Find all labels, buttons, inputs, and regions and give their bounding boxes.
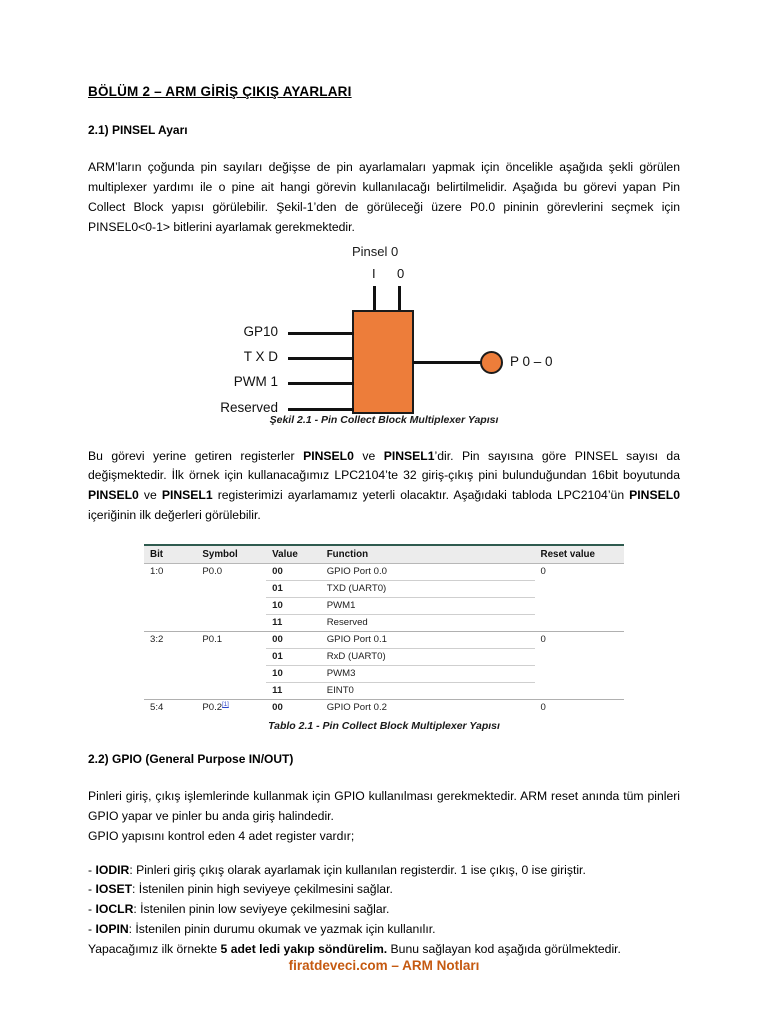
output-label-p00: P 0 – 0	[510, 353, 553, 369]
column-header-reset-value: Reset value	[535, 545, 624, 564]
column-header-function: Function	[321, 545, 535, 564]
table-header-row	[144, 545, 624, 564]
cell-reset-value	[535, 682, 624, 699]
output-line	[413, 361, 485, 364]
closing-bold: 5 adet ledi yakıp söndürelim.	[220, 941, 388, 956]
cell-bit	[144, 648, 196, 665]
select-bit-label-0: 0	[397, 265, 405, 281]
par2-seg2: ve	[353, 448, 384, 463]
cell-reset-value: 0	[535, 699, 624, 716]
register-description: : Pinleri giriş çıkış olarak ayarlamak için kullanılan registerdir. 1 ise çıkış, 0 ise giriştir.	[129, 862, 586, 877]
table-row	[144, 563, 624, 580]
register-list	[88, 861, 680, 940]
multiplexer-box	[352, 310, 414, 414]
column-header-symbol: Symbol	[196, 545, 266, 564]
select-bit-label-1: I	[372, 265, 376, 281]
register-name: IOSET	[95, 882, 133, 897]
cell-function: EINT0	[321, 682, 535, 699]
list-bullet: -	[88, 862, 96, 877]
register-description: : İstenilen pinin durumu okumak ve yazmak için kullanılır.	[128, 921, 436, 936]
cell-symbol	[196, 682, 266, 699]
cell-bit	[144, 580, 196, 597]
cell-reset-value	[535, 597, 624, 614]
input-label-reserved: Reserved	[220, 399, 278, 415]
cell-bit	[144, 665, 196, 682]
cell-bit: 5:4	[144, 699, 196, 716]
par2-bold-pinsel0-b: PINSEL0	[88, 488, 139, 503]
cell-function: GPIO Port 0.1	[321, 631, 535, 648]
register-name: IODIR	[95, 862, 130, 877]
select-line-1	[373, 286, 376, 311]
figure-caption: Şekil 2.1 - Pin Collect Block Multiplexer Yapısı	[269, 413, 499, 426]
table-body	[144, 563, 624, 716]
list-item	[88, 880, 680, 900]
closing-seg2: Bunu sağlayan kod aşağıda görülmektedir.	[387, 941, 621, 956]
cell-function: GPIO Port 0.0	[321, 563, 535, 580]
cell-symbol	[196, 648, 266, 665]
table-caption: Tablo 2.1 - Pin Collect Block Multiplexer Yapısı	[268, 719, 500, 732]
cell-function: TXD (UART0)	[321, 580, 535, 597]
list-bullet: -	[88, 921, 96, 936]
table-row	[144, 614, 624, 631]
cell-symbol	[196, 597, 266, 614]
cell-function: RxD (UART0)	[321, 648, 535, 665]
list-item	[88, 900, 680, 920]
input-label-pwm1: PWM 1	[233, 373, 278, 389]
par2-bold-pinsel0-a: PINSEL0	[303, 448, 354, 463]
input-line-reserved	[288, 408, 354, 411]
par2-seg4: ve	[138, 488, 162, 503]
cell-function: GPIO Port 0.2	[321, 699, 535, 716]
closing-seg1: Yapacağımız ilk örnekte	[88, 941, 221, 956]
table-row	[144, 699, 624, 716]
cell-bit	[144, 682, 196, 699]
input-line-txd	[288, 357, 354, 360]
cell-value: 00	[266, 631, 321, 648]
cell-value: 10	[266, 597, 321, 614]
figure-title-pinsel0: Pinsel 0	[352, 243, 399, 259]
cell-value: 11	[266, 614, 321, 631]
list-item	[88, 861, 680, 881]
gpio-paragraph-2: GPIO yapısını kontrol eden 4 adet register vardır;	[88, 828, 355, 843]
cell-value: 00	[266, 699, 321, 716]
register-description: : İstenilen pinin high seviyeye çekilmesini sağlar.	[132, 882, 393, 897]
cell-bit	[144, 597, 196, 614]
cell-value: 00	[266, 563, 321, 580]
select-line-0	[398, 286, 401, 311]
column-header-bit: Bit	[144, 545, 196, 564]
list-item	[88, 920, 680, 940]
par2-seg6: içeriğinin ilk değerleri görülebilir.	[88, 507, 261, 522]
cell-reset-value	[535, 614, 624, 631]
par2-bold-pinsel1-b: PINSEL1	[161, 488, 213, 503]
input-label-gp10: GP10	[243, 323, 278, 339]
section-heading-2-1: 2.1) PINSEL Ayarı	[88, 122, 188, 137]
section-heading-2-2: 2.2) GPIO (General Purpose IN/OUT)	[88, 751, 294, 766]
closing-paragraph	[88, 940, 680, 960]
register-name: IOPIN	[95, 921, 129, 936]
page-footer: firatdeveci.com – ARM Notları	[288, 958, 480, 973]
table-row	[144, 580, 624, 597]
input-line-pwm1	[288, 382, 354, 385]
cell-reset-value	[535, 580, 624, 597]
register-name: IOCLR	[95, 902, 134, 917]
paragraph-after-figure	[88, 447, 680, 526]
cell-value: 10	[266, 665, 321, 682]
cell-symbol: P0.2[1]	[196, 699, 266, 716]
table-row	[144, 665, 624, 682]
cell-reset-value	[535, 665, 624, 682]
gpio-paragraph-1: Pinleri giriş, çıkış işlemlerinde kullanmak için GPIO kullanılması gerekmektedir. ARM reset anında tüm pinleri GPIO yapar ve pinler bu anda giriş halindedir.	[88, 789, 680, 824]
cell-symbol	[196, 580, 266, 597]
cell-reset-value: 0	[535, 563, 624, 580]
cell-bit: 3:2	[144, 631, 196, 648]
column-header-value: Value	[266, 545, 321, 564]
cell-value: 01	[266, 648, 321, 665]
cell-reset-value: 0	[535, 631, 624, 648]
table-row	[144, 648, 624, 665]
cell-symbol	[196, 614, 266, 631]
footnote-marker[interactable]: [1]	[222, 702, 229, 709]
list-bullet: -	[88, 902, 96, 917]
par2-seg3: ’dir. Pin sayısına göre PINSEL sayısı da değişmektedir. İlk örnek için kullanacağımız LPC2104’te 32 giriş-çıkış pini bulunduğundan 16bit boyutunda	[88, 448, 680, 483]
intro-paragraph: ARM’ların çoğunda pin sayıları değişse de pin ayarlamaları yapmak için öncelikle aşağıda şekli görülen multiplexer yardımı ile o pine ait hangi görevin kullanılacağı belirtilmelidir. Aşağıda bu görevi yapan Pin Collect Block yapısı görülebilir. Şekil-1’den de görüleceği üzere P0.0 pininin görevlerini seçmek için PINSEL0<0-1> bitlerini ayarlamak gerekmektedir.	[88, 160, 680, 234]
par2-bold-pinsel0-c: PINSEL0	[629, 488, 680, 503]
table-row	[144, 631, 624, 648]
cell-reset-value	[535, 648, 624, 665]
cell-bit: 1:0	[144, 563, 196, 580]
par2-seg5: registerimizi ayarlamamız yeterli olacaktır. Aşağıdaki tabloda LPC2104’ün	[212, 488, 630, 503]
input-label-txd: T X D	[243, 348, 278, 364]
par2-seg1: Bu görevi yerine getiren registerler	[88, 448, 304, 463]
mux-figure	[88, 244, 680, 429]
par2-bold-pinsel1-a: PINSEL1	[383, 448, 435, 463]
cell-symbol	[196, 665, 266, 682]
output-pin-dot-icon	[480, 351, 503, 374]
document-content	[88, 84, 680, 960]
cell-symbol: P0.1	[196, 631, 266, 648]
cell-symbol: P0.0	[196, 563, 266, 580]
page-title: BÖLÜM 2 – ARM GİRİŞ ÇIKIŞ AYARLARI	[88, 84, 352, 99]
table-row	[144, 597, 624, 614]
pinsel0-table-block	[88, 544, 680, 732]
cell-function: PWM3	[321, 665, 535, 682]
table-row	[144, 682, 624, 699]
cell-value: 01	[266, 580, 321, 597]
cell-bit	[144, 614, 196, 631]
cell-value: 11	[266, 682, 321, 699]
cell-function: Reserved	[321, 614, 535, 631]
pinsel0-table	[144, 544, 624, 716]
register-description: : İstenilen pinin low seviyeye çekilmesini sağlar.	[133, 902, 390, 917]
list-bullet: -	[88, 882, 96, 897]
input-line-gp10	[288, 332, 354, 335]
cell-function: PWM1	[321, 597, 535, 614]
